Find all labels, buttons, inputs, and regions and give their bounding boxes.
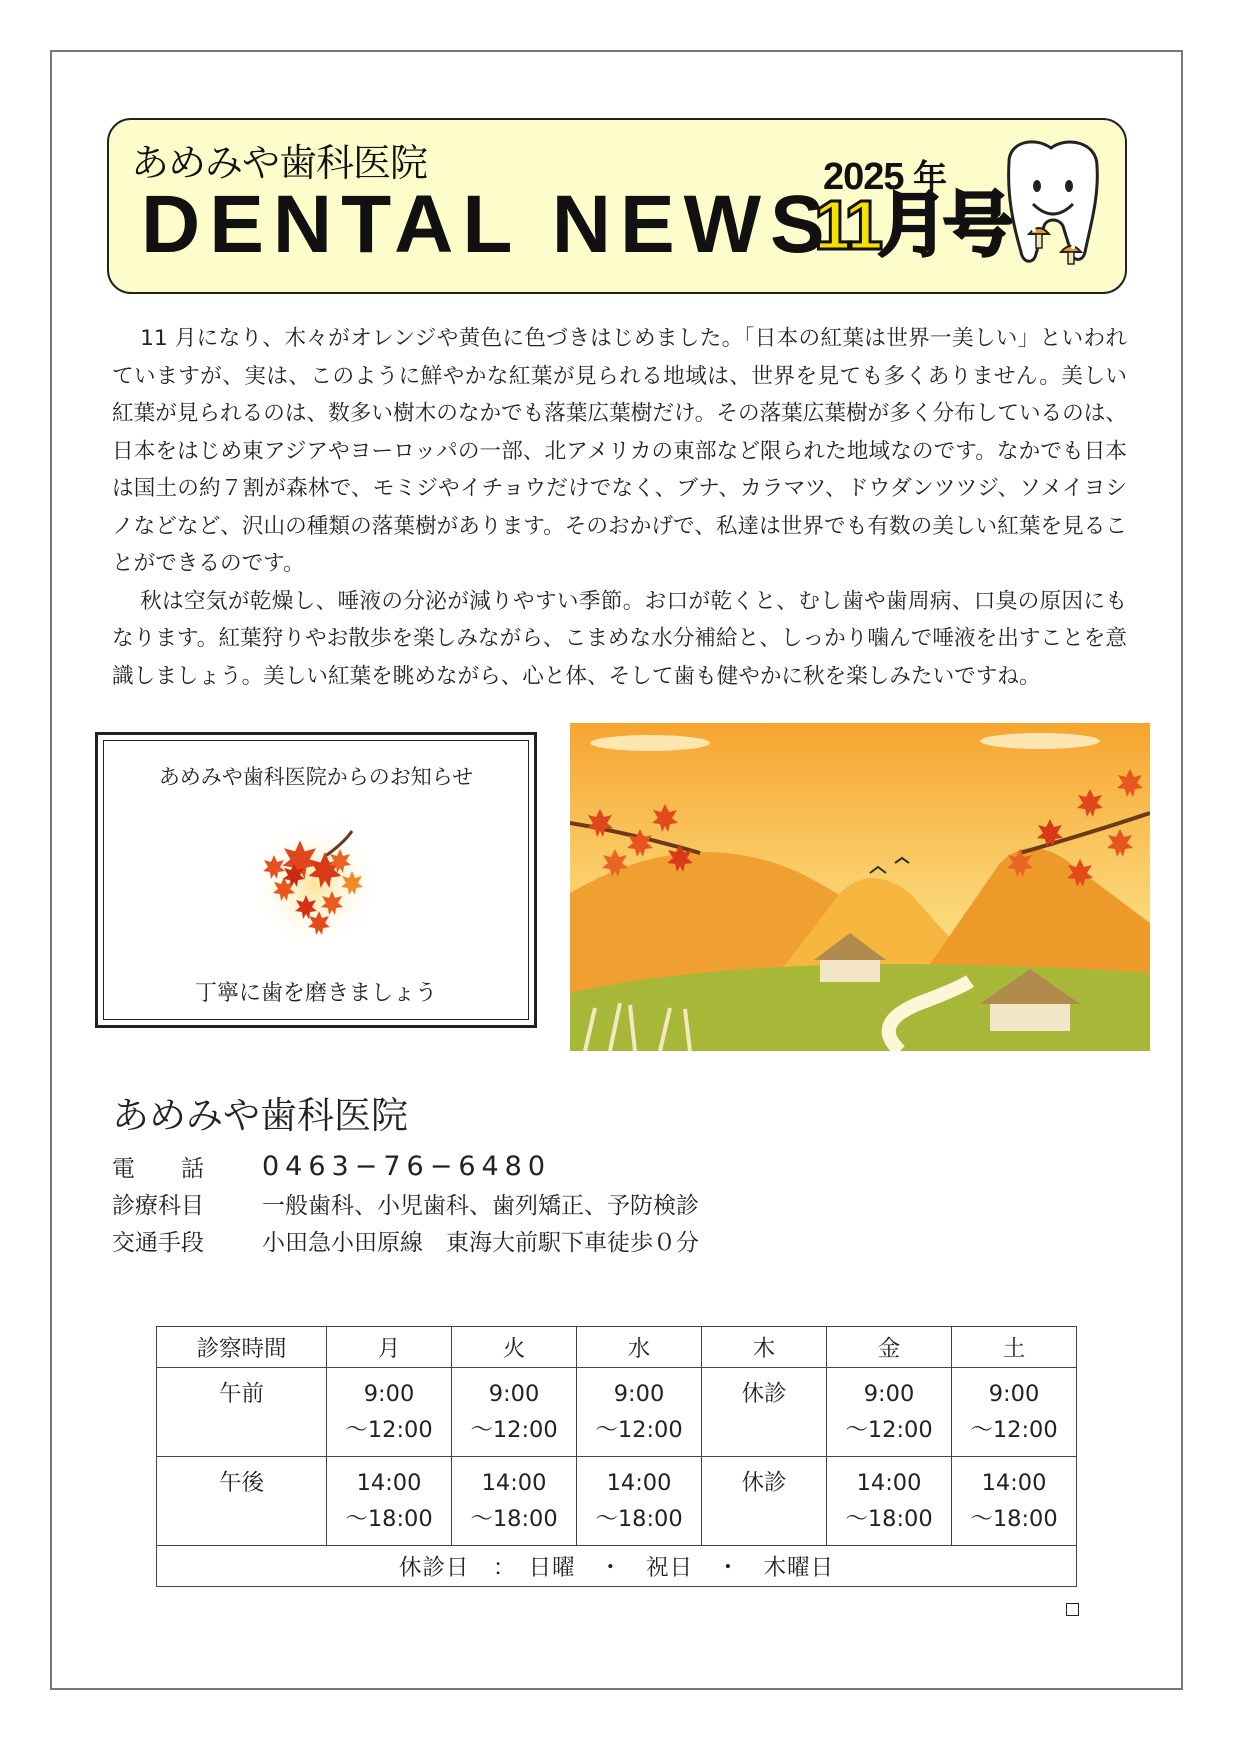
notice-message: 丁寧に歯を磨きましょう — [194, 981, 437, 1006]
hours-cell: 14:00 ～18:00 — [827, 1457, 952, 1546]
access-label: 交通手段 — [112, 1230, 204, 1256]
hours-cell: 9:00 ～12:00 — [952, 1368, 1077, 1457]
hours-header-cell: 木 — [702, 1327, 827, 1368]
clinic-name: あめみや歯科医院 — [112, 1094, 408, 1137]
maple-leaves-icon — [244, 813, 394, 953]
hours-cell: 9:00 ～12:00 — [827, 1368, 952, 1457]
hours-row-afternoon — [157, 1457, 1077, 1546]
hours-header-cell: 土 — [952, 1327, 1077, 1368]
hours-cell: 休診 — [702, 1457, 827, 1546]
hours-cell: 休診 — [702, 1368, 827, 1457]
tooth-mascot-icon — [989, 134, 1119, 284]
hours-table — [156, 1326, 1077, 1587]
hours-header-cell: 火 — [452, 1327, 577, 1368]
clinic-info — [112, 1148, 699, 1259]
notice-title: あめみや歯科医院からのお知らせ — [158, 765, 474, 789]
access-value: 小田急小田原線 東海大前駅下車徒歩０分 — [262, 1230, 699, 1256]
departments-label: 診療科目 — [112, 1193, 204, 1219]
newsletter-header — [107, 118, 1127, 294]
hours-row-label: 午後 — [157, 1457, 327, 1546]
hours-row-label: 午前 — [157, 1368, 327, 1457]
hours-cell: 9:00 ～12:00 — [327, 1368, 452, 1457]
departments-row — [112, 1185, 699, 1222]
corner-square-mark — [1066, 1603, 1079, 1616]
intro-paragraph-1: 11 月になり、木々がオレンジや黄色に色づきはじめました。「日本の紅葉は世界一美しい」といわれていますが、実は、このように鮮やかな紅葉が見られる地域は、世界を見ても多くありません。美しい紅葉が見られるのは、数多い樹木のなかでも落葉広葉樹だけ。その落葉広葉樹が多く分布しているのは、日本をはじめ東アジアやヨーロッパの一部、北アメリカの東部など限られた地域なのです。なかでも日本は国土の約７割が森林で、モミジやイチョウだけでなく、ブナ、カラマツ、ドウダンツツジ、ソメイヨシノなどなど、沢山の種類の落葉樹があります。そのおかげで、私達は世界でも有数の美しい紅葉を見ることができるのです。 — [112, 326, 1127, 576]
hours-cell: 14:00 ～18:00 — [452, 1457, 577, 1546]
hours-header-row — [157, 1327, 1077, 1368]
phone-number[interactable]: 0463−76−6480 — [262, 1151, 552, 1182]
hours-cell: 14:00 ～18:00 — [952, 1457, 1077, 1546]
hours-cell: 9:00 ～12:00 — [452, 1368, 577, 1457]
issue-month: 11月号 — [814, 186, 1008, 264]
access-row — [112, 1222, 699, 1259]
hours-cell: 9:00 ～12:00 — [577, 1368, 702, 1457]
hours-closed-row — [157, 1546, 1077, 1587]
hours-cell: 14:00 ～18:00 — [327, 1457, 452, 1546]
issue-year-suffix: 年 — [913, 159, 947, 197]
hours-row-morning — [157, 1368, 1077, 1457]
notice-inner-border — [103, 740, 529, 1020]
intro-article — [112, 320, 1127, 695]
intro-paragraph-2: 秋は空気が乾燥し、唾液の分泌が減りやすい季節。お口が乾くと、むし歯や歯周病、口臭の原因にもなります。紅葉狩りやお散歩を楽しみながら、こまめな水分補給と、しっかり噛んで唾液を出すことを意識しましょう。美しい紅葉を眺めながら、心と体、そして歯も健やかに秋を楽しみたいですね。 — [112, 588, 1127, 689]
phone-row — [112, 1148, 699, 1185]
notice-box — [95, 732, 537, 1028]
hours-header-cell: 水 — [577, 1327, 702, 1368]
closed-days: 休診日 ： 日曜 ・ 祝日 ・ 木曜日 — [157, 1546, 1077, 1587]
hours-header-cell: 月 — [327, 1327, 452, 1368]
newsletter-title: DENTAL NEWS — [141, 179, 834, 270]
hours-cell: 14:00 ～18:00 — [577, 1457, 702, 1546]
issue-year-number: 2025 — [823, 156, 904, 198]
header-clinic-name: あめみや歯科医院 — [131, 141, 428, 185]
autumn-landscape-illustration — [570, 723, 1150, 1051]
hours-header-cell: 診察時間 — [157, 1327, 327, 1368]
hours-header-cell: 金 — [827, 1327, 952, 1368]
departments-value: 一般歯科、小児歯科、歯列矯正、予防検診 — [262, 1193, 699, 1219]
phone-label: 電 話 — [112, 1156, 204, 1182]
